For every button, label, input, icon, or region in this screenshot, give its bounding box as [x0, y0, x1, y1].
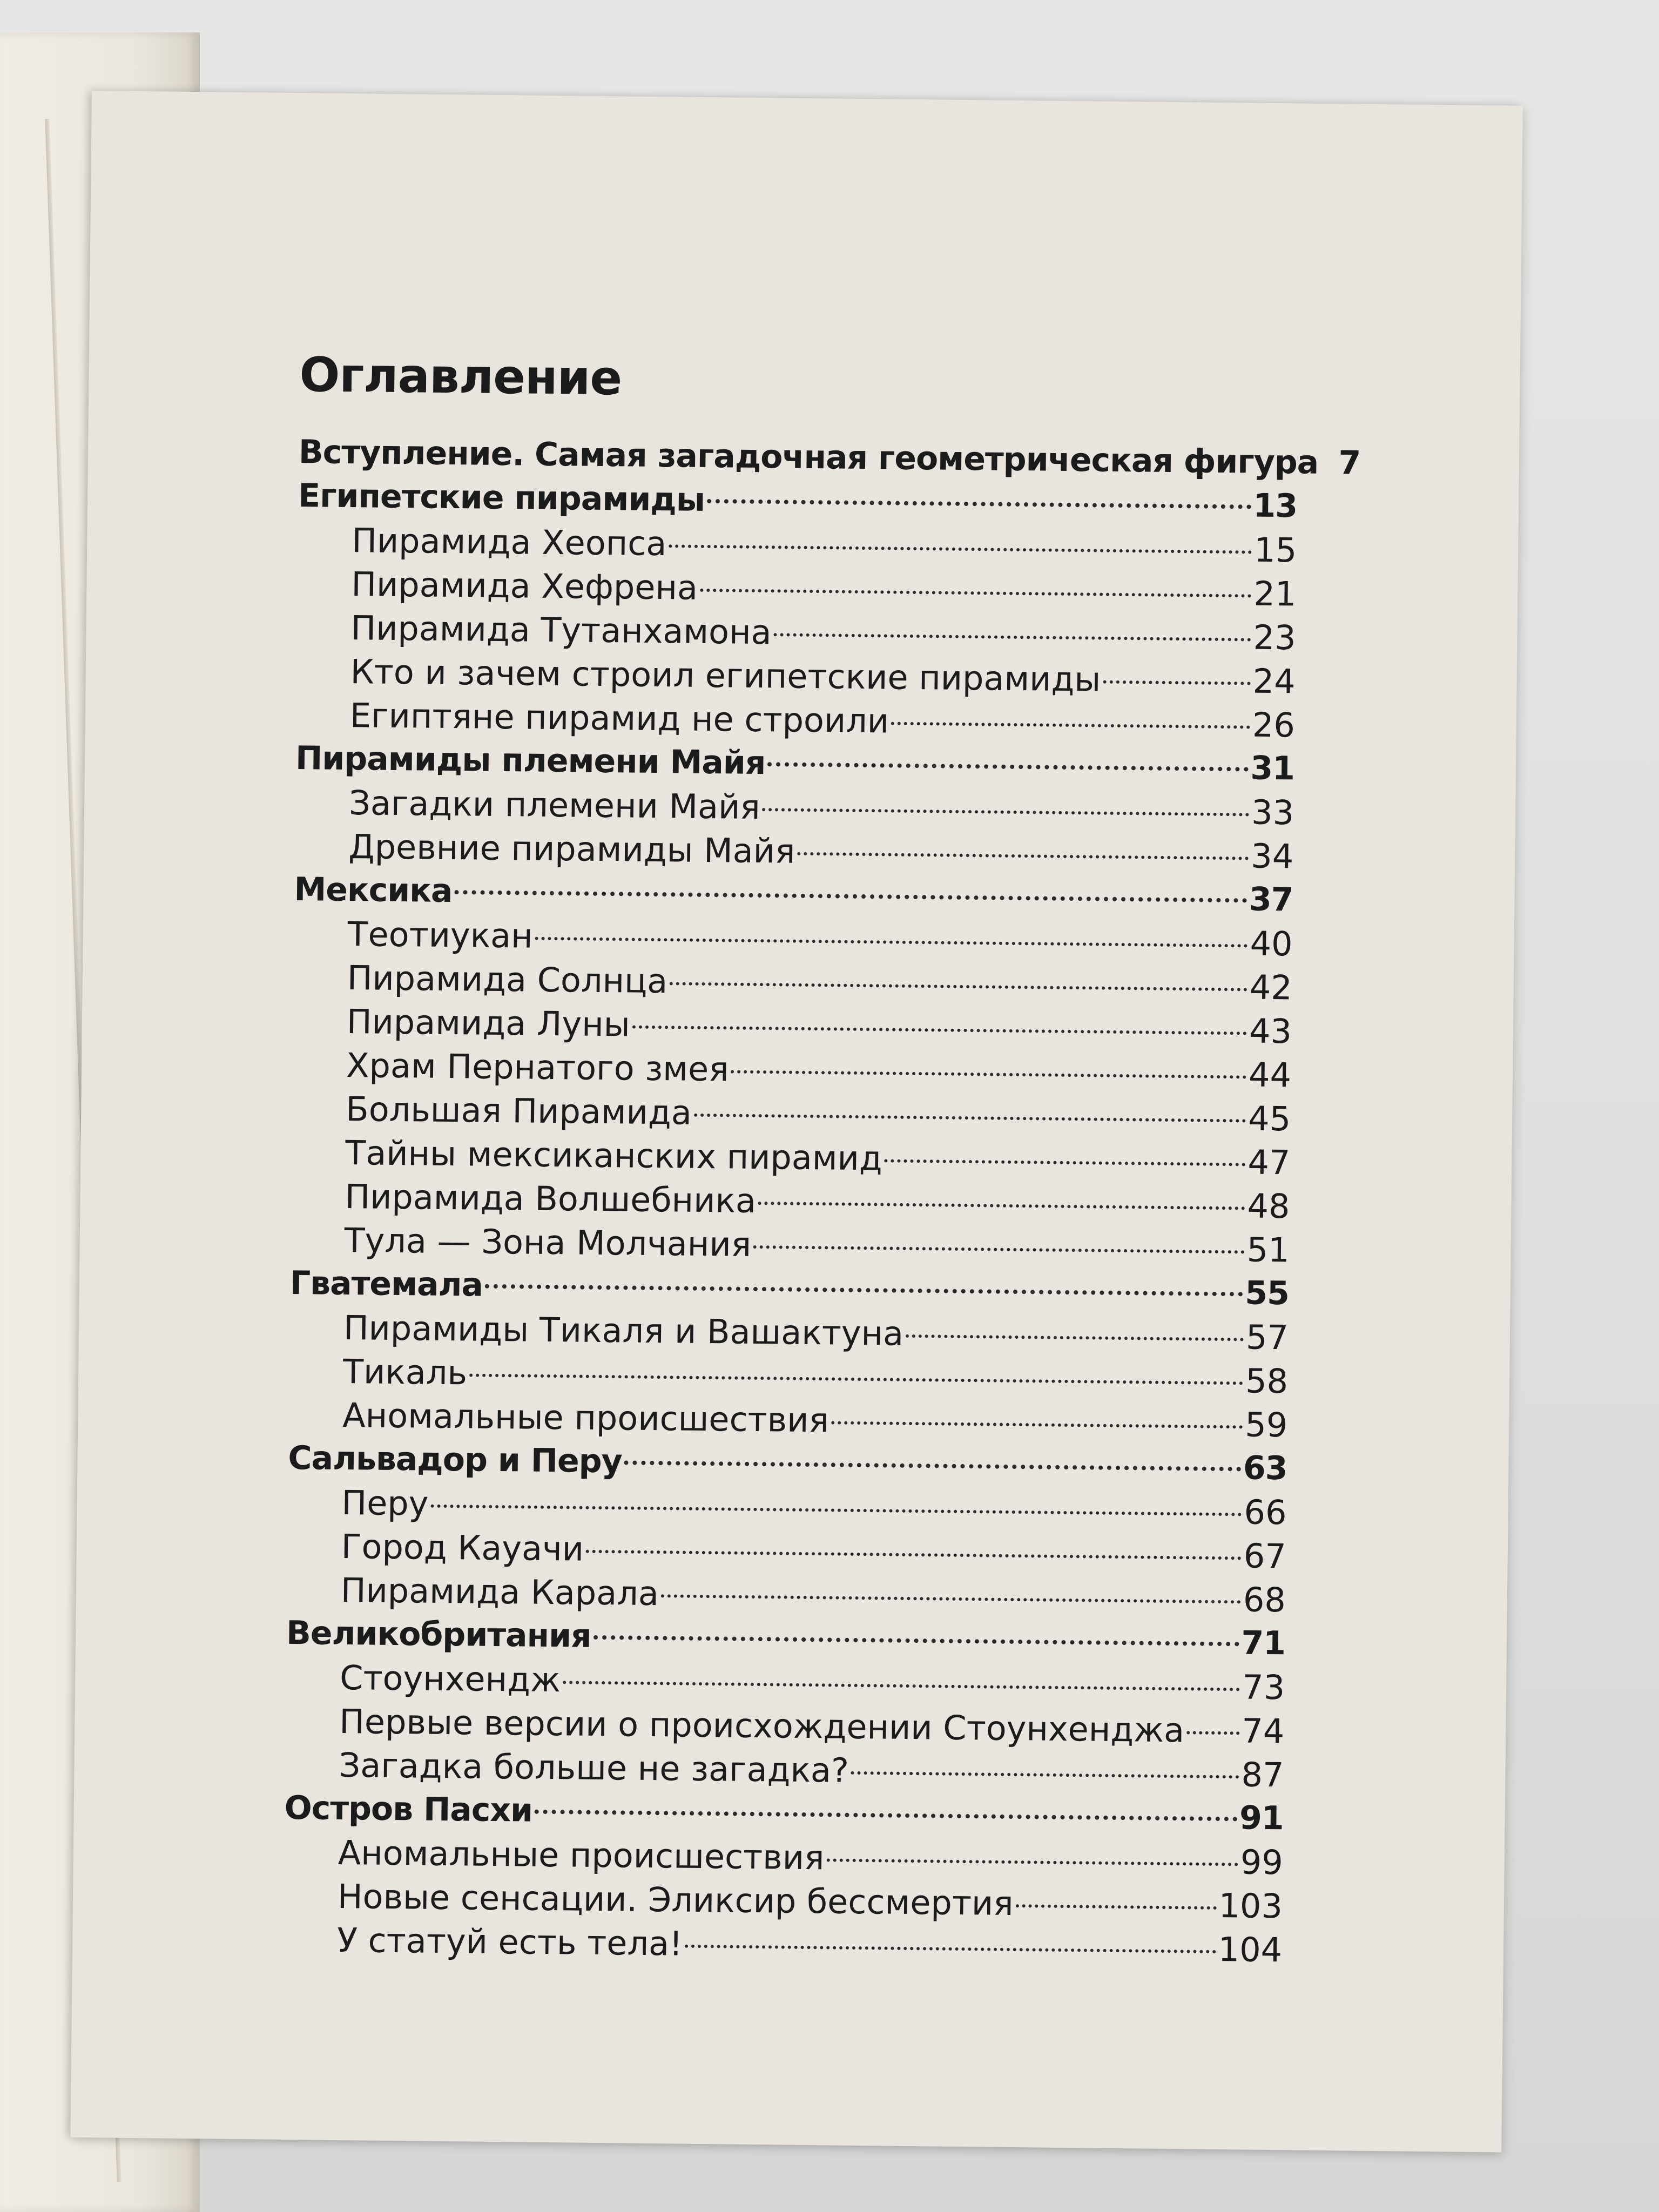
toc-entry-label: Мексика [294, 871, 453, 911]
toc-entry-page-number: 55 [1244, 1274, 1290, 1313]
dot-leader [430, 1505, 1242, 1516]
toc-entry-page-number: 31 [1250, 749, 1295, 788]
toc-entry-page-number: 63 [1243, 1449, 1287, 1488]
toc-entry-page-number: 87 [1241, 1755, 1284, 1795]
toc-title: Оглавление [299, 347, 622, 406]
toc-entry-label: Загадки племени Майя [348, 783, 761, 827]
toc-entry-label: Пирамида Хеопса [351, 521, 667, 564]
dot-leader [700, 589, 1252, 598]
dot-leader [767, 762, 1248, 771]
toc-entry-page-number: 67 [1243, 1536, 1287, 1576]
dot-leader [758, 1202, 1245, 1210]
toc-entry-label: Пирамиды Тикаля и Вашактуна [343, 1308, 904, 1353]
toc-entries [283, 430, 1361, 1972]
dot-leader [831, 1421, 1243, 1428]
dot-leader [906, 1334, 1244, 1341]
toc-entry-page-number: 21 [1253, 574, 1297, 614]
toc-entry-label: Кто и зачем строил египетские пирамиды [350, 652, 1101, 699]
toc-entry-page-number: 45 [1247, 1098, 1291, 1139]
book-page [70, 91, 1523, 2153]
dot-leader [661, 1594, 1241, 1603]
dot-leader [469, 1373, 1243, 1385]
table-of-contents [283, 347, 1361, 1972]
toc-entry-page-number: 40 [1250, 923, 1293, 964]
toc-entry-label: Сальвадор и Перу [288, 1439, 623, 1481]
toc-entry-label: Большая Пирамида [345, 1089, 692, 1132]
dot-leader [891, 722, 1250, 729]
dot-leader [797, 852, 1249, 860]
dot-leader [774, 633, 1251, 641]
dot-leader [707, 499, 1251, 509]
toc-entry-label: Аномальные происшествия [338, 1832, 825, 1878]
toc-entry-page-number: 43 [1249, 1011, 1292, 1051]
toc-entry-page-number: 23 [1253, 617, 1296, 658]
dot-leader [586, 1550, 1242, 1560]
toc-entry-label: Тикаль [342, 1352, 468, 1393]
dot-leader [670, 982, 1247, 991]
dot-leader [851, 1771, 1239, 1779]
dot-leader [685, 1945, 1216, 1953]
dot-leader [594, 1635, 1239, 1647]
toc-entry-label: Пирамида Луны [346, 1002, 631, 1044]
toc-entry-page-number: 99 [1240, 1842, 1284, 1883]
dot-leader [763, 808, 1250, 816]
toc-entry-page-number: 73 [1242, 1667, 1285, 1708]
toc-entry-label: Загадка больше не загадка? [339, 1745, 849, 1790]
toc-entry-page-number: 37 [1249, 880, 1293, 919]
toc-entry-page-number: 47 [1247, 1142, 1291, 1183]
toc-entry-page-number: 51 [1246, 1230, 1290, 1270]
dot-leader [826, 1858, 1238, 1866]
toc-entry-label: Великобритания [286, 1614, 591, 1655]
toc-entry-label: Новые сенсации. Эликсир бессмертия [337, 1876, 1014, 1924]
dot-leader [1103, 680, 1250, 685]
toc-entry-page-number: 91 [1239, 1799, 1284, 1838]
toc-entry-label: Египетские пирамиды [298, 477, 705, 519]
toc-entry-page-number: 103 [1218, 1886, 1283, 1926]
toc-entry-page-number: 34 [1250, 836, 1294, 876]
toc-entry-page-number: 58 [1245, 1361, 1289, 1401]
toc-entry-label: Древние пирамиды Майя [348, 827, 795, 871]
toc-entry-label: Пирамиды племени Майя [295, 739, 766, 783]
toc-entry-page-number: 48 [1247, 1186, 1290, 1226]
toc-entry-page-number: 66 [1244, 1492, 1287, 1533]
toc-entry-page-number: 7 [1338, 444, 1361, 482]
toc-entry-page-number: 13 [1253, 487, 1298, 525]
toc-entry-label: Пирамида Хефрена [351, 564, 698, 608]
toc-entry-page-number: 59 [1244, 1405, 1288, 1445]
dot-leader [885, 1159, 1246, 1166]
dot-leader [1015, 1904, 1216, 1910]
toc-entry-page-number: 57 [1245, 1317, 1289, 1358]
toc-entry-label: Остров Пасхи [284, 1789, 533, 1830]
dot-leader [535, 1810, 1237, 1822]
dot-leader [563, 1681, 1240, 1691]
toc-entry-label: Пирамида Солнца [347, 958, 668, 1001]
dot-leader [731, 1070, 1246, 1078]
toc-entry-label: Тула — Зона Молчания [344, 1220, 752, 1264]
toc-entry-label: Вступление. Самая загадочная геометрическая фигура [298, 433, 1319, 482]
toc-entry-page-number: 24 [1252, 661, 1296, 702]
toc-entry-label: Храм Пернатого змея [346, 1046, 729, 1089]
dot-leader [1186, 1731, 1239, 1735]
toc-entry-label: Город Кауачи [341, 1526, 584, 1569]
toc-entry-label: Теотиукан [347, 914, 534, 956]
toc-entry-label: Пирамида Волшебника [345, 1177, 757, 1220]
toc-entry-page-number: 68 [1243, 1580, 1286, 1620]
toc-entry-page-number: 71 [1241, 1624, 1286, 1663]
toc-entry-label: Перу [341, 1482, 429, 1523]
dot-leader [669, 544, 1252, 554]
toc-entry-label: Пирамида Тутанхамона [350, 608, 772, 652]
dot-leader [535, 937, 1248, 948]
toc-entry-page-number: 15 [1253, 530, 1297, 570]
dot-leader [694, 1114, 1246, 1123]
toc-entry-page-number: 42 [1249, 967, 1293, 1008]
toc-entry-label: Пирамида Карала [340, 1570, 659, 1614]
dot-leader [454, 890, 1247, 902]
toc-entry-label: Стоунхендж [339, 1657, 561, 1700]
toc-entry-page-number: 74 [1242, 1711, 1285, 1751]
dot-leader [624, 1460, 1241, 1471]
toc-entry-label: У статуй есть тела! [336, 1920, 683, 1964]
toc-entry-page-number: 33 [1251, 792, 1294, 833]
toc-entry-page-number: 44 [1248, 1055, 1292, 1095]
toc-entry-label: Аномальные происшествия [342, 1395, 830, 1440]
toc-entry-label: Первые версии о происхождении Стоунхенджа [339, 1701, 1185, 1750]
dot-leader [485, 1284, 1243, 1297]
toc-entry-page-number: 26 [1252, 705, 1296, 745]
toc-entry-page-number: 104 [1218, 1930, 1283, 1970]
dot-leader [632, 1026, 1247, 1035]
toc-entry-label: Египтяне пирамид не строили [349, 696, 889, 741]
toc-entry-label: Гватемала [289, 1264, 483, 1304]
toc-entry-label: Тайны мексиканских пирамид [345, 1133, 883, 1178]
dot-leader [753, 1245, 1245, 1254]
